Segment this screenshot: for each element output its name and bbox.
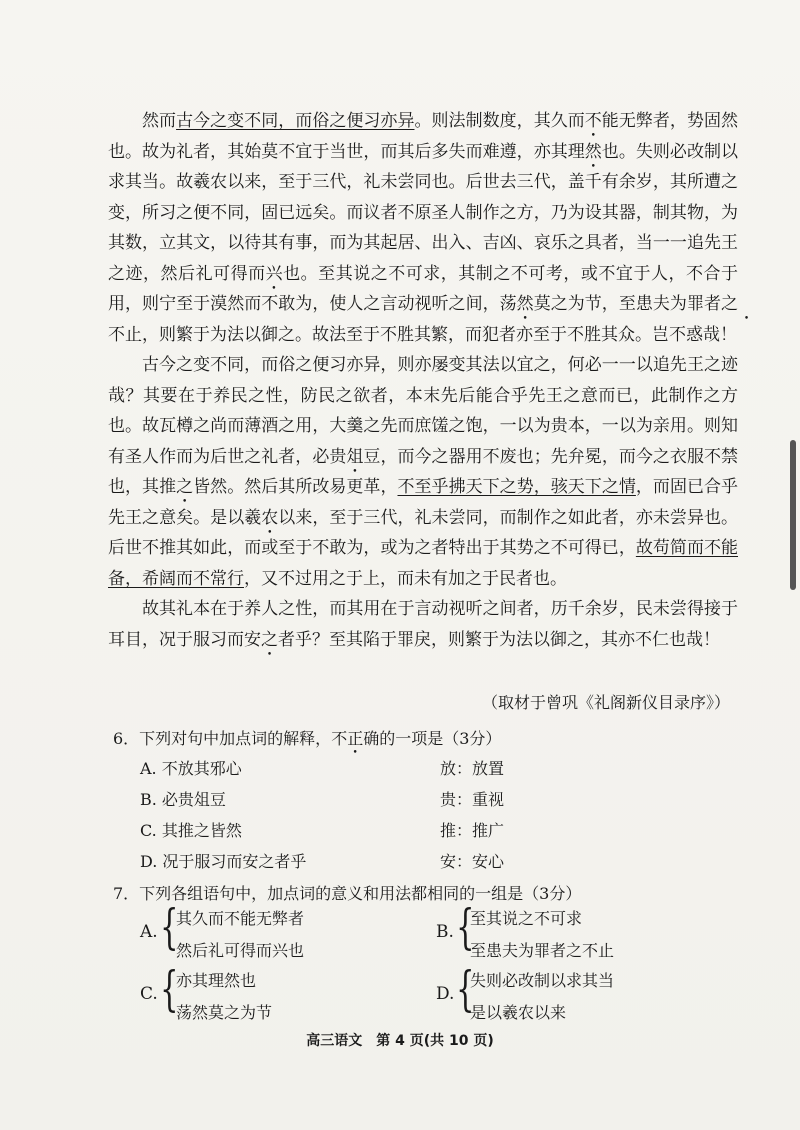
question-6-option-b: B. 必贵俎豆 [140, 790, 226, 809]
passage-paragraph-3: 故其礼本在于养人之性，而其用在于言动视听之间者，历千余岁，民未尝得接于耳目，况于服习而安之者乎？至其陷于罪戾，则繁于为法以御之，其亦不仁也哉！ [108, 599, 738, 650]
dotted-word: 不正确 [331, 729, 380, 748]
question-6-gloss-c: 推：推广 [440, 821, 505, 840]
question-7-option-b-line2: 至患夫为罪者之不止 [470, 941, 615, 960]
question-7-option-d-line1: 失则必改制以求其当 [470, 971, 615, 990]
question-6-gloss-d: 安：安心 [440, 852, 505, 871]
brace-icon: { [456, 961, 475, 1017]
question-7-option-b-line1: 至其说之不可求 [470, 909, 583, 928]
question-6-gloss-b: 贵：重视 [440, 790, 505, 809]
reading-passage [108, 106, 738, 655]
page-footer: 高三语文 第 4 页(共 10 页) [306, 1033, 494, 1049]
dotted-word: 安 [244, 629, 261, 650]
brace-icon: { [456, 899, 475, 955]
question-6-option-c: C. 其推之皆然 [140, 821, 242, 840]
dotted-word: 推 [159, 477, 177, 497]
dotted-word: 而 [248, 263, 266, 284]
question-7-stem: 7．下列各组语句中，加点词的意义和用法都相同的一组是（3分） [113, 884, 582, 903]
question-7-option-d-line2: 是以羲农以来 [470, 1003, 567, 1022]
question-6-gloss-a: 放：放置 [440, 759, 505, 778]
passage-paragraph-1: 然而古今之变不同，而俗之便习亦异。则法制数度，其久而不能无弊者，势固然也。故为礼者，其始莫不宜于当世，而其后多失而难遵，亦其理然也。失则必改制以求其当。故羲农以来，至于三代，礼未尝同也。后世去三代，盖千有余岁，其所遭之变，所习之便不同，固已远矣。而议者不原圣人制作之方，乃为设其器，制其物，为其数，立其文，以待其有事，而为其起居、出入、吉凶、哀乐之具者，当一一追先王之迹，然后礼可得而兴也。至其说之不可求，其制之不可考，或不宜于人，不合于用，则宁至于漠然而不敢为，使人之言动视听之间，荡然莫之为节，至患夫为罪者之不止，则繁于为法以御之。故法至于不胜其繁，而犯者亦至于不胜其众。岂不惑哉！ [108, 111, 739, 345]
question-7-option-c-line1: 亦其理然也 [176, 971, 257, 990]
question-7-option-c-letter: C. [140, 984, 158, 1004]
question-6-option-d: D. 况于服习而安之者乎 [140, 852, 307, 871]
brace-icon: { [160, 899, 179, 955]
dotted-word: 羲 [244, 507, 262, 528]
question-6-option-a: A. 不放其邪心 [140, 759, 242, 778]
dotted-word: 理 [567, 141, 585, 162]
underlined-phrase: 古今之变不同，而俗之便习亦异 [176, 111, 415, 131]
scrollbar-thumb[interactable] [790, 440, 796, 590]
underlined-phrase: 不至乎拂天下之势，骇天下之情 [397, 477, 636, 497]
question-7-option-c-line2: 荡然莫之为节 [176, 1003, 273, 1022]
dotted-word: 贵 [329, 446, 347, 467]
question-7-option-a-line2: 然后礼可得而兴也 [176, 941, 305, 960]
underlined-phrase: 故苟简而不能备，希阔而不常行 [108, 538, 739, 589]
dotted-word: 荡 [499, 294, 517, 314]
dotted-word: 而 [567, 111, 585, 131]
dotted-word: 之 [721, 294, 739, 314]
question-7-option-a-line1: 其久而不能无弊者 [176, 909, 305, 928]
question-7-option-d-letter: D. [436, 984, 455, 1004]
question-7-option-b-letter: B. [436, 922, 454, 942]
passage-paragraph-2: 古今之变不同，而俗之便习亦异，则亦屡变其法以宜之，何必一一以追先王之迹哉？其要在于养民之性，防民之欲者，本末先后能合乎先王之意而已，此制作之方也。故瓦樽之尚而薄酒之用，大羹之先而庶馐之饱，一以为贵本，一以为亲用。则知有圣人作而为后世之礼者，必贵俎豆，而今之器用不废也；先弁冕，而今之衣服不禁也，其推之皆然。然后其所改易更革，不至乎拂天下之势，骇天下之情，而固已合乎先王之意矣。是以羲农以来，至于三代，礼未尝同，而制作之如此者，亦未尝异也。后世不推其如此，而或至于不敢为，或为之者特出于其势之不可得已，故苟简而不能备，希阔而不常行，又不过用之于上，而未有加之于民者也。 [108, 355, 739, 589]
source-citation: （取材于曾巩《礼阁新仪目录序》） [481, 693, 730, 712]
question-6-stem: 6．下列对句中加点词的解释，不正确的一项是（3分） [113, 729, 502, 748]
question-7-option-a-letter: A. [140, 922, 158, 942]
brace-icon: { [160, 961, 179, 1017]
